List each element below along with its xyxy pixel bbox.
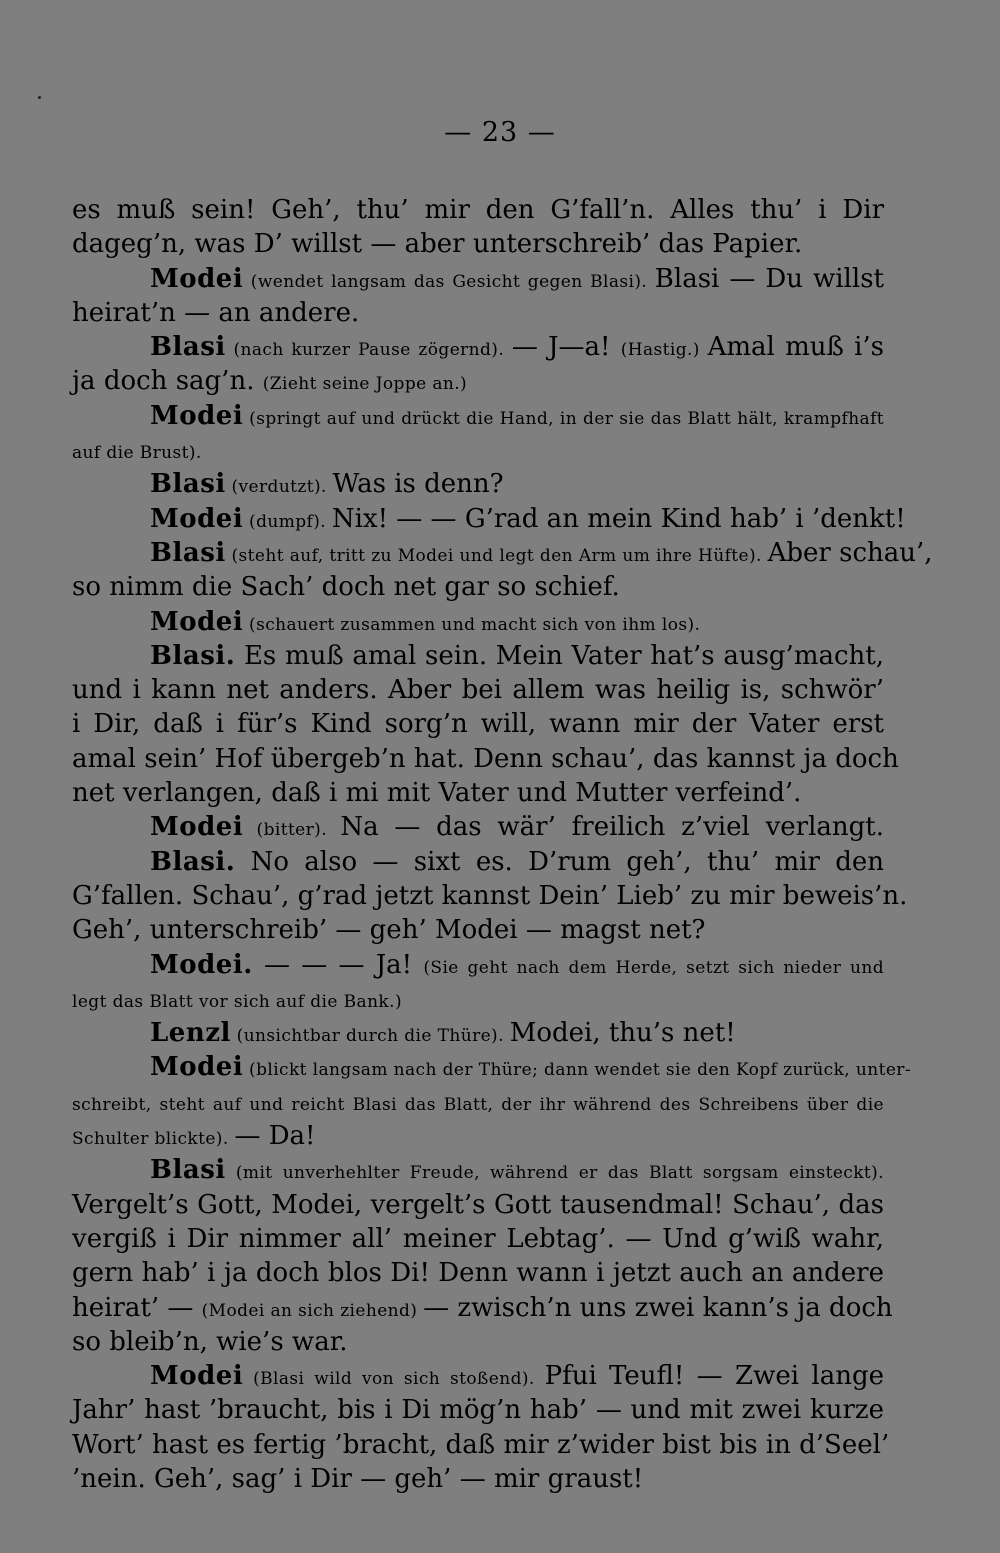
- text-run: Geh’, unterschreib’ — geh’ Modei — magst net?: [72, 915, 706, 946]
- text-line: [72, 296, 884, 330]
- speaker-name: Blasi: [150, 332, 226, 363]
- stage-direction: legt das Blatt vor sich auf die Bank.): [72, 991, 402, 1012]
- specks: [38, 96, 41, 99]
- text-line: [72, 1085, 884, 1119]
- text-run: heirat’n — an andere.: [72, 297, 360, 328]
- text-run: — zwisch’n uns zwei kann’s ja doch: [423, 1292, 893, 1323]
- text-line: [72, 1359, 884, 1393]
- text-run: Wort’ hast es fertig ’bracht, daß mir z’wider bist bis in d’Seel’: [72, 1429, 890, 1460]
- text-run: ja doch sag’n.: [72, 366, 263, 397]
- stage-direction: (nach kurzer Pause zögernd).: [225, 340, 512, 361]
- text-run: Na — das wär’ freilich z’viel verlangt.: [340, 812, 885, 843]
- play-text: [72, 193, 933, 1496]
- text-run: Es muß amal sein. Mein Vater hat’s ausg’macht,: [235, 640, 884, 671]
- text-run: Aber schau’,: [767, 537, 933, 568]
- text-line: [72, 673, 884, 707]
- text-run: i Dir, daß i für’s Kind sorg’n will, wann mir der Vater erst: [72, 709, 884, 740]
- text-run: — J—a!: [511, 332, 621, 363]
- text-run: vergiß i Dir nimmer all’ meiner Lebtag’. — Und g’wiß wahr,: [72, 1223, 884, 1254]
- text-line: [72, 913, 884, 947]
- stage-direction: (blickt langsam nach der Thüre; dann wendet sie den Kopf zurück, unter-: [243, 1060, 911, 1081]
- text-line: [72, 262, 884, 296]
- speaker-name: Modei: [150, 606, 244, 637]
- text-run: so bleib’n, wie’s war.: [72, 1326, 348, 1357]
- text-line: [72, 1050, 911, 1084]
- text-run: No also — sixt es. D’rum geh’, thu’ mir den: [235, 846, 884, 877]
- text-line: [72, 1291, 893, 1325]
- text-run: so nimm die Sach’ doch net gar so schief.: [72, 572, 620, 603]
- stage-direction: (mit unverhehlter Freude, während er das Blatt sorgsam einsteckt).: [225, 1163, 884, 1184]
- text-line: [72, 502, 906, 536]
- text-run: und i kann net anders. Aber bei allem was heilig is, schwör’: [72, 675, 884, 706]
- speaker-name: Blasi: [150, 1155, 226, 1186]
- text-run: — — — Ja!: [252, 949, 424, 980]
- stage-direction: (springt auf und drückt die Hand, in der sie das Blatt hält, krampfhaft: [243, 408, 884, 429]
- speaker-name: Modei: [150, 1052, 244, 1083]
- text-run: Amal muß i’s: [707, 332, 884, 363]
- stage-direction: auf die Brust).: [72, 443, 202, 464]
- text-run: es muß sein! Geh’, thu’ mir den G’fall’n. Alles thu’ i Dir: [72, 195, 884, 225]
- text-run: dageg’n, was D’ willst — aber unterschreib’ das Papier.: [72, 229, 803, 260]
- text-line: [72, 1256, 884, 1290]
- stage-direction: schreibt, steht auf und reicht Blasi das Blatt, der ihr während des Schreibens über die: [72, 1094, 884, 1115]
- stage-direction: (steht auf, tritt zu Modei und legt den Arm um ihre Hüfte).: [225, 545, 768, 566]
- text-run: ’nein. Geh’, sag’ i Dir — geh’ — mir graust!: [72, 1463, 644, 1494]
- text-line: [72, 776, 884, 810]
- stage-direction: (Zieht seine Joppe an.): [262, 374, 468, 395]
- speaker-name: Modei: [150, 1361, 244, 1392]
- speaker-name: Modei: [150, 400, 244, 431]
- text-line: [72, 364, 884, 398]
- speaker-name: Modei: [150, 503, 244, 534]
- text-line: [72, 330, 884, 364]
- speaker-name: Blasi: [150, 537, 226, 568]
- text-line: [72, 639, 884, 673]
- text-line: [72, 1119, 884, 1153]
- text-run: Vergelt’s Gott, Modei, vergelt’s Gott tausendmal! Schau’, das: [72, 1189, 884, 1220]
- speaker-name: Lenzl: [150, 1018, 231, 1049]
- text-line: [72, 605, 884, 639]
- text-line: [72, 1153, 884, 1187]
- text-run: Nix! — — G’rad an mein Kind hab’ i ’denkt!: [331, 503, 906, 534]
- text-line: [72, 810, 884, 844]
- text-line: [72, 1222, 884, 1256]
- text-run: gern hab’ i ja doch blos Di! Denn wann i jetzt auch an andere: [72, 1258, 884, 1289]
- stage-direction: (bitter).: [243, 820, 341, 841]
- text-run: G’fallen. Schau’, g’rad jetzt kannst Dein’ Lieb’ zu mir beweis’n.: [72, 880, 908, 911]
- stage-direction: (Hastig.): [620, 340, 708, 361]
- stage-direction: (dumpf).: [243, 511, 332, 532]
- text-run: heirat’ —: [72, 1292, 202, 1323]
- speaker-name: Blasi.: [150, 846, 236, 877]
- text-run: Modei, thu’s net!: [509, 1018, 736, 1049]
- stage-direction: (Modei an sich ziehend): [201, 1300, 424, 1321]
- text-line: [72, 467, 884, 501]
- text-run: — Da!: [234, 1121, 316, 1152]
- stage-direction: Schulter blickte).: [72, 1129, 235, 1150]
- stage-direction: (verdutzt).: [225, 477, 333, 498]
- speaker-name: Modei: [150, 263, 244, 294]
- stage-direction: (wendet langsam das Gesicht gegen Blasi).: [243, 271, 655, 292]
- speaker-name: Blasi.: [150, 640, 236, 671]
- page-number: — 23 —: [444, 117, 556, 148]
- text-line: [72, 227, 884, 261]
- text-line: [72, 536, 933, 570]
- stage-direction: (Blasi wild von sich stoßend).: [243, 1369, 545, 1390]
- speaker-name: Modei: [150, 812, 244, 843]
- text-line: [72, 742, 899, 776]
- text-line: [72, 1188, 884, 1222]
- text-run: Was is denn?: [332, 469, 504, 500]
- text-line: [72, 948, 884, 982]
- stage-direction: (schauert zusammen und macht sich von ihm los).: [243, 614, 701, 635]
- text-line: [72, 879, 908, 913]
- text-line: [72, 845, 884, 879]
- stage-direction: (unsichtbar durch die Thüre).: [230, 1026, 510, 1047]
- text-line: [72, 1016, 884, 1050]
- text-line: [72, 707, 884, 741]
- text-line: [72, 982, 884, 1016]
- text-run: net verlangen, daß i mi mit Vater und Mutter verfeind’.: [72, 778, 802, 809]
- text-run: Blasi — Du willst: [654, 263, 884, 294]
- text-line: [72, 1325, 884, 1359]
- text-run: Jahr’ hast ’braucht, bis i Di mög’n hab’ — und mit zwei kurze: [72, 1395, 884, 1426]
- text-line: [72, 1462, 884, 1496]
- text-line: [72, 1393, 884, 1427]
- text-line: [72, 570, 884, 604]
- text-line: [72, 193, 884, 227]
- text-line: [72, 433, 884, 467]
- text-run: amal sein’ Hof übergeb’n hat. Denn schau’, das kannst ja doch: [72, 743, 899, 774]
- speaker-name: Modei.: [150, 949, 253, 980]
- text-run: Pfui Teufl! — Zwei lange: [544, 1361, 884, 1392]
- speaker-name: Blasi: [150, 469, 226, 500]
- stage-direction: (Sie geht nach dem Herde, setzt sich nieder und: [423, 957, 884, 978]
- text-line: [72, 399, 884, 433]
- text-line: [72, 1428, 890, 1462]
